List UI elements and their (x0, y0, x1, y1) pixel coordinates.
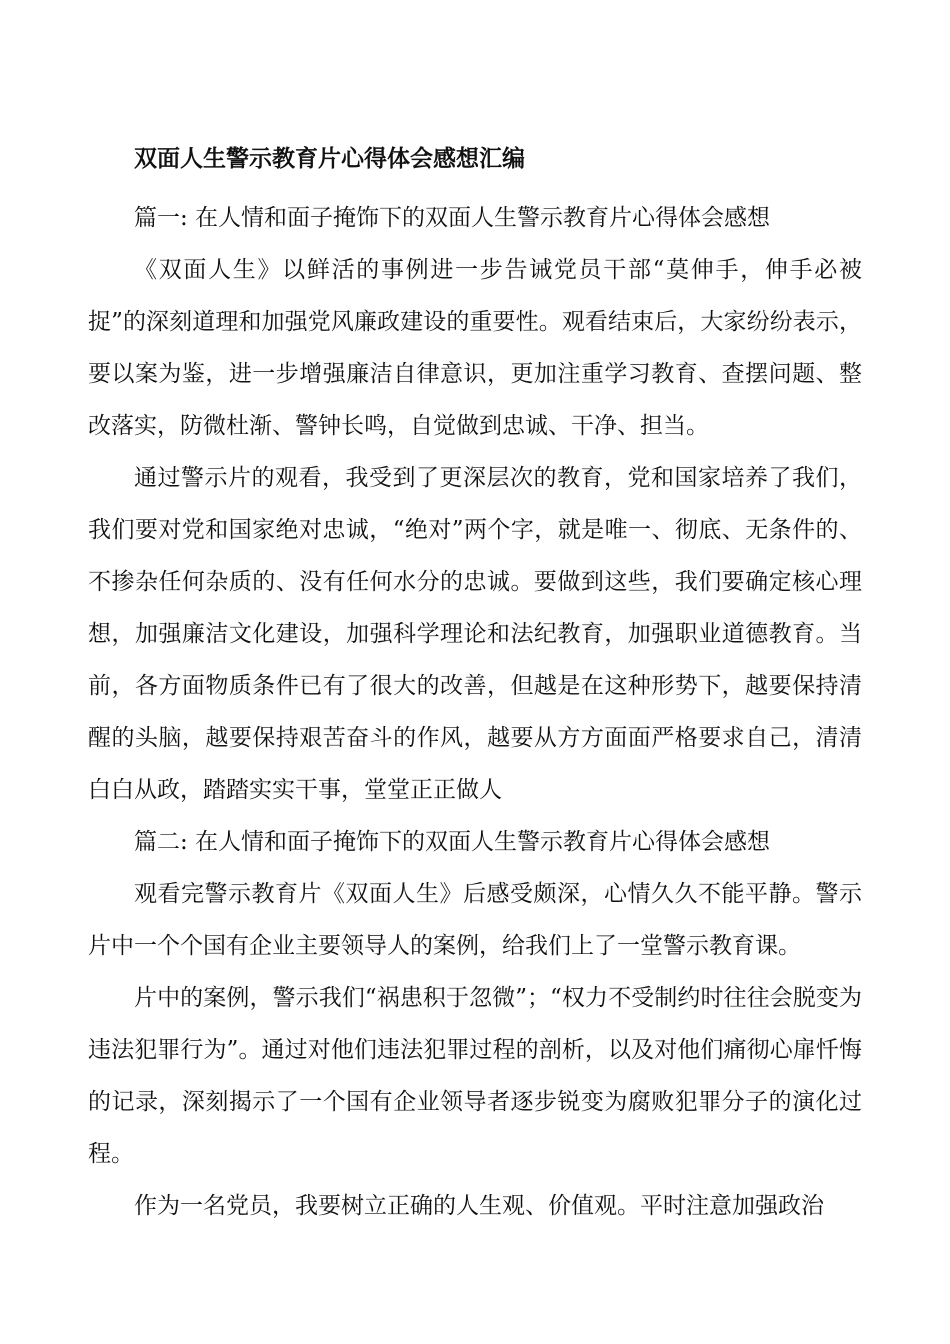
paragraph: 作为一名党员，我要树立正确的人生观、价值观。平时注意加强政治 (134, 1193, 824, 1219)
paragraph: 观看完警示教育片《双面人生》后感受颇深，心情久久不能平静。警示片中一个个国有企业主要领导人的案例，给我们上了一堂警示教育课。 (88, 881, 862, 959)
section-heading-1: 篇一: 在人情和面子掩饰下的双面人生警示教育片心得体会感想 (134, 205, 771, 231)
paragraph: 通过警示片的观看，我受到了更深层次的教育，党和国家培养了我们，我们要对党和国家绝对忠诚，“绝对”两个字，就是唯一、彻底、无条件的、不掺杂任何杂质的、没有任何水分的忠诚。要做到这些，我们要确定核心理想，加强廉洁文化建设，加强科学理论和法纪教育，加强职业道德教育。当前，各方面物质条件已有了很大的改善，但越是在这种形势下，越要保持清醒的头脑，越要保持艰苦奋斗的作风，越要从方方面面严格要求自己，清清白白从政，踏踏实实干事，堂堂正正做人 (88, 465, 862, 803)
document-body (88, 138, 862, 1232)
section-heading-2: 篇二: 在人情和面子掩饰下的双面人生警示教育片心得体会感想 (134, 829, 771, 855)
paragraph: 片中的案例，警示我们“祸患积于忽微”；“权力不受制约时往往会脱变为违法犯罪行为”。通过对他们违法犯罪过程的剖析，以及对他们痛彻心扉忏悔的记录，深刻揭示了一个国有企业领导者逐步锐变为腐败犯罪分子的演化过程。 (88, 985, 862, 1167)
paragraph: 《双面人生》以鲜活的事例进一步告诫党员干部“莫伸手，伸手必被捉”的深刻道理和加强党风廉政建设的重要性。观看结束后，大家纷纷表示，要以案为鉴，进一步增强廉洁自律意识，更加注重学习教育、查摆问题、整改落实，防微杜渐、警钟长鸣，自觉做到忠诚、干净、担当。 (88, 257, 862, 439)
document-title: 双面人生警示教育片心得体会感想汇编 (134, 145, 525, 172)
